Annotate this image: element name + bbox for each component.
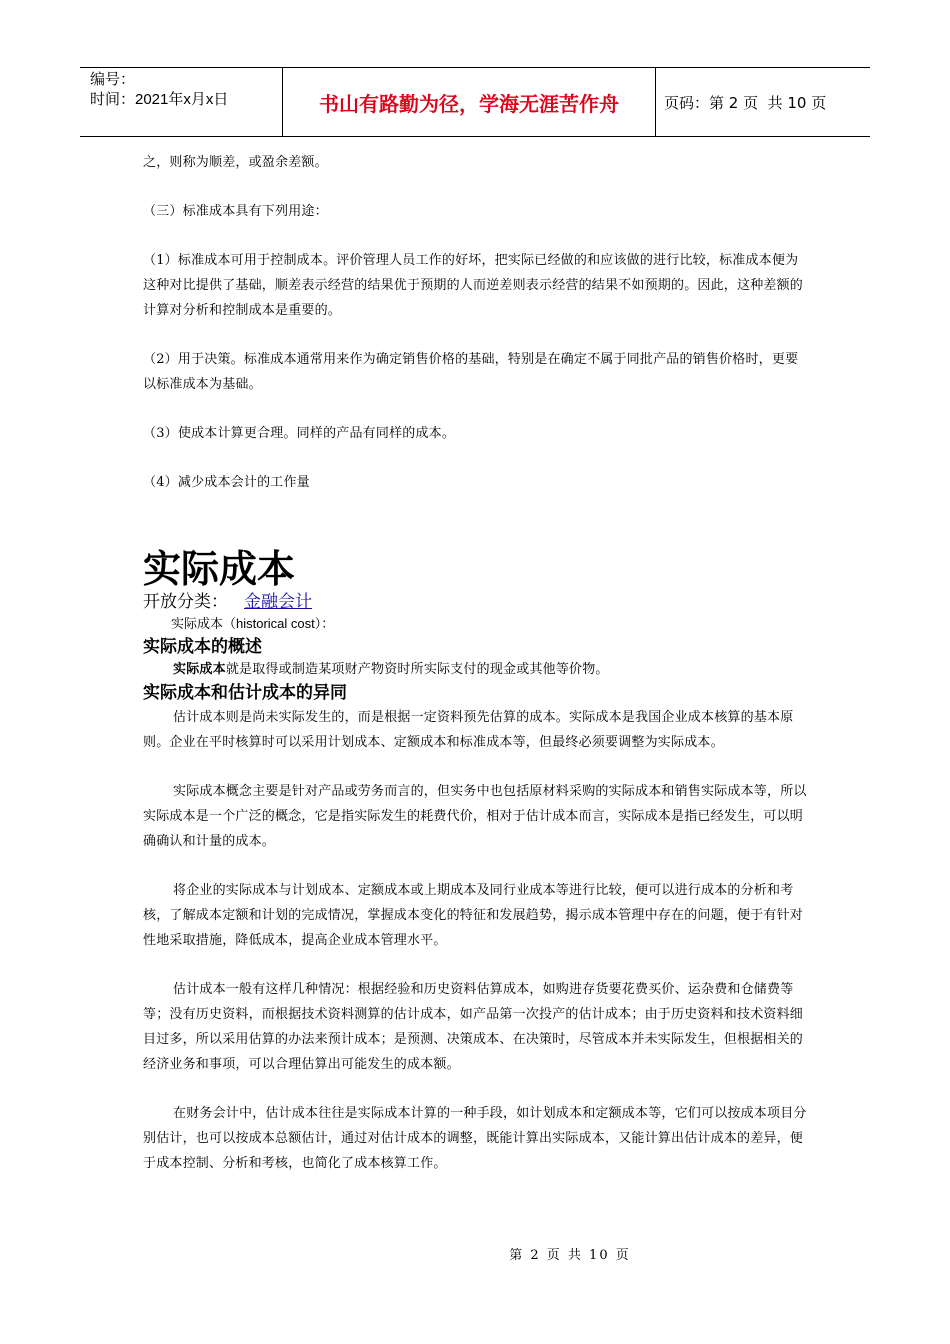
section-paragraph: 实际成本就是取得或制造某项财产物资时所实际支付的现金或其他等价物。 — [173, 662, 609, 677]
paragraph: 之，则称为顺差，或盈余差额。 — [143, 155, 328, 170]
section-paragraph: 实际成本概念主要是针对产品或劳务而言的，但实务中也包括原材料采购的实际成本和销售实际成本等，所以实际成本是一个广泛的概念，它是指实际发生的耗费代价，相对于估计成本而言，实际成本是指已经发生，可以明确确认和计量的成本。 — [143, 784, 807, 849]
number-label: 编号： — [90, 71, 136, 88]
document-body — [143, 150, 808, 1176]
paragraph: （4）减少成本会计的工作量 — [143, 475, 310, 490]
article-title: 实际成本 — [143, 547, 296, 591]
section-paragraph: 估计成本一般有这样几种情况：根据经验和历史资料估算成本，如购进存货要花费买价、运杂费和仓储费等等；没有历史资料，而根据技术资料测算的估计成本，如产品第一次投产的估计成本；由于历史资料和技术资料细目过多，所以采用估算的办法来预计成本；是预测、决策成本、在决策时，尽管成本并未实际发生，但根据相关的经济业务和事项，可以合理估算出可能发生的成本额。 — [143, 982, 804, 1072]
header-page-info: 页码：第 2 页 共 10 页 — [664, 93, 827, 112]
paragraph: （3）使成本计算更合理。同样的产品有同样的成本。 — [143, 426, 456, 441]
category-line — [143, 591, 808, 613]
page-footer — [0, 1244, 950, 1263]
section-heading: 实际成本的概述 — [143, 637, 262, 657]
category-label: 开放分类： — [143, 592, 228, 612]
paragraph: （2）用于决策。标准成本通常用来作为确定销售价格的基础，特别是在确定不属于同批产品的销售价格时，更要以标准成本为基础。 — [143, 352, 799, 392]
term: 实际成本 — [173, 662, 226, 677]
header-motto: 书山有路勤为径，学海无涯苦作舟 — [282, 68, 656, 136]
footer-page-number: 第 2 页 共 10 页 — [509, 1248, 631, 1263]
section-heading: 实际成本和估计成本的异同 — [143, 683, 347, 703]
date-label: 时间：2021年x月x日 — [90, 91, 229, 108]
category-link[interactable]: 金融会计 — [244, 592, 312, 612]
section-paragraph: 在财务会计中，估计成本往往是实际成本计算的一种手段，如计划成本和定额成本等，它们可以按成本项目分别估计，也可以按成本总额估计，通过对估计成本的调整，既能计算出实际成本，又能计算出估计成本的差异，便于成本控制、分析和考核，也简化了成本核算工作。 — [143, 1106, 807, 1171]
section-paragraph: 将企业的实际成本与计划成本、定额成本或上期成本及同行业成本等进行比较，便可以进行成本的分析和考核，了解成本定额和计划的完成情况，掌握成本变化的特征和发展趋势，揭示成本管理中存在的问题，便于有针对性地采取措施，降低成本，提高企业成本管理水平。 — [143, 883, 804, 948]
paragraph: （1）标准成本可用于控制成本。评价管理人员工作的好坏，把实际已经做的和应该做的进行比较，标准成本便为这种对比提供了基础，顺差表示经营的结果优于预期的人而逆差则表示经营的结果不如预期的。因此，这种差额的计算对分析和控制成本是重要的。 — [143, 253, 804, 318]
header-meta — [80, 68, 282, 136]
paragraph: （三）标准成本具有下列用途： — [143, 204, 328, 219]
section-paragraph: 估计成本则是尚未实际发生的，而是根据一定资料预先估算的成本。实际成本是我国企业成本核算的基本原则。企业在平时核算时可以采用计划成本、定额成本和标准成本等，但最终必须要调整为实际成本。 — [143, 710, 794, 750]
article-subtitle: 实际成本（historical cost）： — [171, 616, 335, 631]
page-header — [80, 67, 870, 137]
